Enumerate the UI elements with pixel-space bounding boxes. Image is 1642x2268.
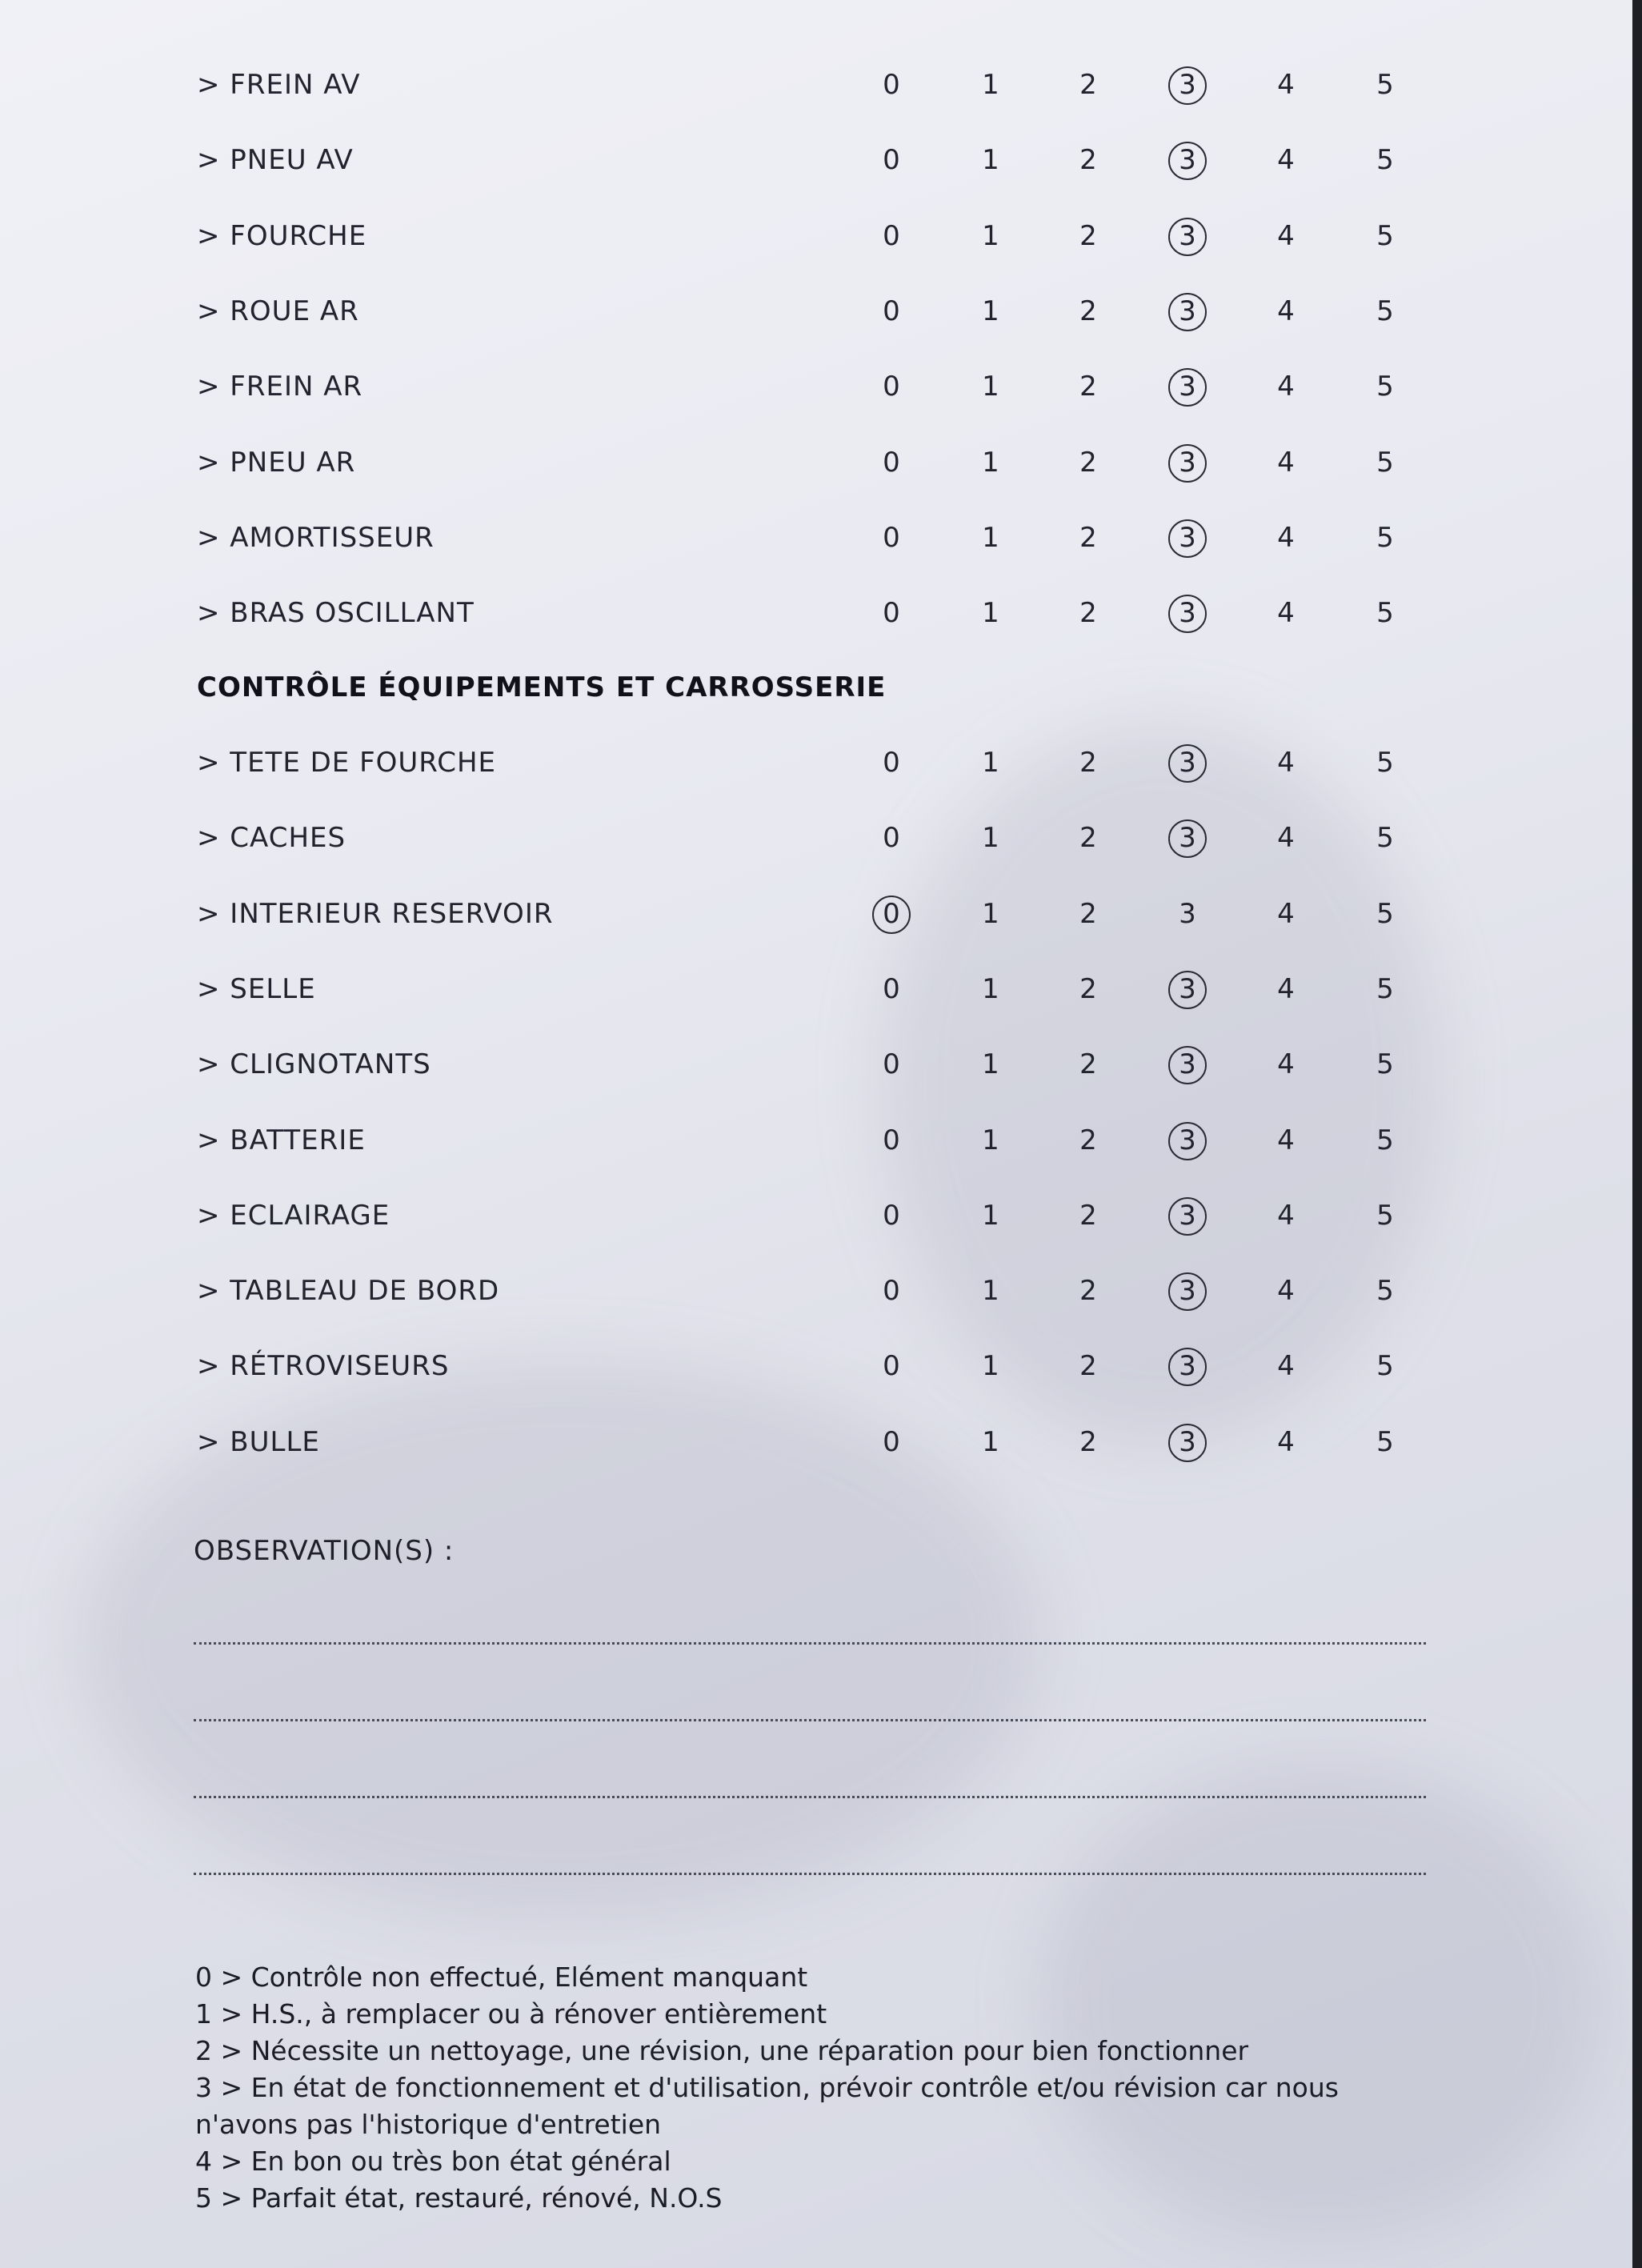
score-option-0[interactable]: 0 xyxy=(883,1350,900,1383)
score-option-3[interactable]: 3 xyxy=(1159,349,1215,424)
score-option-1[interactable]: 1 xyxy=(982,295,999,327)
legend-line: 2 > Nécessite un nettoyage, une révision, une réparation pour bien fonctionner xyxy=(195,2035,1249,2066)
checklist-row xyxy=(0,952,1632,1027)
score-option-0[interactable]: 0 xyxy=(883,822,900,855)
score-option-2[interactable]: 2 xyxy=(1079,1124,1097,1156)
score-option-2[interactable]: 2 xyxy=(1079,69,1097,101)
score-option-2[interactable]: 2 xyxy=(1079,1275,1097,1308)
checklist-row xyxy=(0,198,1632,274)
score-option-5[interactable]: 5 xyxy=(1376,69,1394,101)
score-option-3[interactable]: 3 xyxy=(1159,1404,1215,1480)
score-option-5[interactable]: 5 xyxy=(1376,747,1394,779)
item-label: > ROUE AR xyxy=(197,295,359,327)
score-option-2[interactable]: 2 xyxy=(1079,219,1097,252)
checklist-row xyxy=(0,1178,1632,1253)
score-option-3[interactable]: 3 xyxy=(1159,575,1215,651)
score-option-0[interactable]: 0 xyxy=(883,972,900,1005)
score-option-4[interactable]: 4 xyxy=(1277,219,1295,252)
score-option-5[interactable]: 5 xyxy=(1376,1048,1394,1081)
checklist-row xyxy=(0,876,1632,952)
item-label: > FOURCHE xyxy=(197,219,367,252)
score-option-3[interactable]: 3 xyxy=(1159,47,1215,122)
score-option-5[interactable]: 5 xyxy=(1376,1350,1394,1383)
score-option-0[interactable]: 0 xyxy=(883,1275,900,1308)
score-option-0[interactable]: 0 xyxy=(883,69,900,101)
checklist-row xyxy=(0,349,1632,424)
score-option-1[interactable]: 1 xyxy=(982,822,999,855)
score-option-1[interactable]: 1 xyxy=(982,1425,999,1458)
item-label: > TABLEAU DE BORD xyxy=(197,1275,500,1308)
score-option-4[interactable]: 4 xyxy=(1277,295,1295,327)
score-option-3[interactable]: 3 xyxy=(1159,198,1215,274)
score-option-3[interactable]: 3 xyxy=(1159,1103,1215,1178)
score-option-4[interactable]: 4 xyxy=(1277,144,1295,177)
score-option-3[interactable]: 3 xyxy=(1159,274,1215,349)
score-option-5[interactable]: 5 xyxy=(1376,1124,1394,1156)
score-option-4[interactable]: 4 xyxy=(1277,747,1295,779)
score-option-5[interactable]: 5 xyxy=(1376,1199,1394,1232)
score-option-0[interactable]: 0 xyxy=(883,597,900,630)
score-option-1[interactable]: 1 xyxy=(982,69,999,101)
checklist-row xyxy=(0,1027,1632,1102)
item-label: > CACHES xyxy=(197,822,346,855)
score-option-5[interactable]: 5 xyxy=(1376,521,1394,554)
score-option-1[interactable]: 1 xyxy=(982,1275,999,1308)
score-option-5[interactable]: 5 xyxy=(1376,822,1394,855)
score-option-4[interactable]: 4 xyxy=(1277,521,1295,554)
section-title: CONTRÔLE ÉQUIPEMENTS ET CARROSSERIE xyxy=(197,671,887,703)
score-option-1[interactable]: 1 xyxy=(982,747,999,779)
score-option-2[interactable]: 2 xyxy=(1079,972,1097,1005)
checklist-row xyxy=(0,1103,1632,1178)
observation-line[interactable] xyxy=(194,1642,1426,1645)
score-option-3[interactable]: 3 xyxy=(1159,800,1215,876)
score-option-0[interactable]: 0 xyxy=(883,371,900,403)
item-label: > INTERIEUR RESERVOIR xyxy=(197,897,554,930)
score-option-2[interactable]: 2 xyxy=(1079,1425,1097,1458)
score-option-2[interactable]: 2 xyxy=(1079,521,1097,554)
score-option-3[interactable]: 3 xyxy=(1159,725,1215,800)
checklist-row xyxy=(0,47,1632,122)
checklist-row xyxy=(0,425,1632,500)
score-option-4[interactable]: 4 xyxy=(1277,69,1295,101)
score-option-1[interactable]: 1 xyxy=(982,897,999,930)
score-option-3[interactable]: 3 xyxy=(1159,952,1215,1027)
item-label: > BRAS OSCILLANT xyxy=(197,597,475,630)
legend-line: 3 > En état de fonctionnement et d'utilisation, prévoir contrôle et/ou révision car nous xyxy=(195,2072,1339,2103)
item-label: > BATTERIE xyxy=(197,1124,366,1156)
score-option-1[interactable]: 1 xyxy=(982,521,999,554)
score-option-2[interactable]: 2 xyxy=(1079,597,1097,630)
score-option-0[interactable]: 0 xyxy=(883,446,900,479)
score-option-0[interactable]: 0 xyxy=(883,295,900,327)
rating-legend xyxy=(195,1959,1444,2217)
score-option-2[interactable]: 2 xyxy=(1079,897,1097,930)
legend-line: 5 > Parfait état, restauré, rénové, N.O.S xyxy=(195,2182,723,2214)
score-option-5[interactable]: 5 xyxy=(1376,446,1394,479)
score-option-2[interactable]: 2 xyxy=(1079,1048,1097,1081)
score-option-3[interactable]: 3 xyxy=(1159,500,1215,575)
item-label: > FREIN AV xyxy=(197,69,361,101)
score-option-4[interactable]: 4 xyxy=(1277,1425,1295,1458)
score-option-0[interactable]: 0 xyxy=(883,1425,900,1458)
observation-line[interactable] xyxy=(194,1719,1426,1721)
score-option-5[interactable]: 5 xyxy=(1376,972,1394,1005)
score-option-1[interactable]: 1 xyxy=(982,219,999,252)
score-option-0[interactable]: 0 xyxy=(863,876,919,952)
score-option-2[interactable]: 2 xyxy=(1079,295,1097,327)
legend-line: 4 > En bon ou très bon état général xyxy=(195,2146,671,2177)
score-option-1[interactable]: 1 xyxy=(982,1048,999,1081)
score-option-4[interactable]: 4 xyxy=(1277,597,1295,630)
item-label: > ECLAIRAGE xyxy=(197,1199,390,1232)
score-option-4[interactable]: 4 xyxy=(1277,371,1295,403)
score-option-0[interactable]: 0 xyxy=(883,1124,900,1156)
score-option-3[interactable]: 3 xyxy=(1159,1027,1215,1102)
item-label: > FREIN AR xyxy=(197,371,363,403)
score-option-3[interactable]: 3 xyxy=(1159,1328,1215,1404)
score-option-4[interactable]: 4 xyxy=(1277,446,1295,479)
item-label: > RÉTROVISEURS xyxy=(197,1350,450,1383)
legend-line: 0 > Contrôle non effectué, Elément manquant xyxy=(195,1961,808,1993)
score-option-4[interactable]: 4 xyxy=(1277,1048,1295,1081)
score-option-0[interactable]: 0 xyxy=(883,747,900,779)
item-label: > BULLE xyxy=(197,1425,320,1458)
item-label: > PNEU AV xyxy=(197,144,354,177)
checklist-row xyxy=(0,1253,1632,1328)
score-option-5[interactable]: 5 xyxy=(1376,597,1394,630)
score-option-0[interactable]: 0 xyxy=(883,1199,900,1232)
score-option-4[interactable]: 4 xyxy=(1277,1275,1295,1308)
score-option-3[interactable]: 3 xyxy=(1159,1178,1215,1253)
checklist-row xyxy=(0,1404,1632,1480)
score-option-5[interactable]: 5 xyxy=(1376,1425,1394,1458)
legend-line: 1 > H.S., à remplacer ou à rénover entièrement xyxy=(195,1998,827,2030)
score-option-1[interactable]: 1 xyxy=(982,1350,999,1383)
score-option-3[interactable]: 3 xyxy=(1159,425,1215,500)
score-option-1[interactable]: 1 xyxy=(982,446,999,479)
score-option-1[interactable]: 1 xyxy=(982,371,999,403)
score-option-4[interactable]: 4 xyxy=(1277,897,1295,930)
score-option-2[interactable]: 2 xyxy=(1079,446,1097,479)
score-option-3[interactable]: 3 xyxy=(1159,122,1215,198)
score-option-5[interactable]: 5 xyxy=(1376,371,1394,403)
score-option-4[interactable]: 4 xyxy=(1277,1350,1295,1383)
checklist-row xyxy=(0,274,1632,349)
score-option-1[interactable]: 1 xyxy=(982,144,999,177)
score-option-1[interactable]: 1 xyxy=(982,597,999,630)
item-label: > CLIGNOTANTS xyxy=(197,1048,431,1081)
observation-line[interactable] xyxy=(194,1796,1426,1798)
score-option-0[interactable]: 0 xyxy=(883,219,900,252)
item-label: > PNEU AR xyxy=(197,446,356,479)
score-option-5[interactable]: 5 xyxy=(1376,897,1394,930)
score-option-5[interactable]: 5 xyxy=(1376,219,1394,252)
checklist-row xyxy=(0,122,1632,198)
score-option-4[interactable]: 4 xyxy=(1277,972,1295,1005)
score-option-4[interactable]: 4 xyxy=(1277,1124,1295,1156)
observation-line[interactable] xyxy=(194,1873,1426,1875)
observations-title: OBSERVATION(S) : xyxy=(194,1535,455,1567)
item-label: > AMORTISSEUR xyxy=(197,521,435,554)
score-option-2[interactable]: 2 xyxy=(1079,1350,1097,1383)
score-option-1[interactable]: 1 xyxy=(982,1199,999,1232)
score-option-2[interactable]: 2 xyxy=(1079,747,1097,779)
legend-line: n'avons pas l'historique d'entretien xyxy=(195,2109,662,2140)
score-option-3[interactable]: 3 xyxy=(1179,897,1196,930)
score-option-5[interactable]: 5 xyxy=(1376,1275,1394,1308)
score-option-4[interactable]: 4 xyxy=(1277,822,1295,855)
item-label: > TETE DE FOURCHE xyxy=(197,747,496,779)
checklist-row xyxy=(0,725,1632,800)
score-option-0[interactable]: 0 xyxy=(883,521,900,554)
checklist-row xyxy=(0,1328,1632,1404)
score-option-0[interactable]: 0 xyxy=(883,1048,900,1081)
checklist-row xyxy=(0,575,1632,651)
checklist-row xyxy=(0,800,1632,876)
item-label: > SELLE xyxy=(197,972,316,1005)
score-option-5[interactable]: 5 xyxy=(1376,295,1394,327)
score-option-4[interactable]: 4 xyxy=(1277,1199,1295,1232)
score-option-5[interactable]: 5 xyxy=(1376,144,1394,177)
score-option-2[interactable]: 2 xyxy=(1079,371,1097,403)
score-option-1[interactable]: 1 xyxy=(982,972,999,1005)
score-option-2[interactable]: 2 xyxy=(1079,144,1097,177)
score-option-3[interactable]: 3 xyxy=(1159,1253,1215,1328)
checklist-row xyxy=(0,500,1632,575)
score-option-0[interactable]: 0 xyxy=(883,144,900,177)
score-option-2[interactable]: 2 xyxy=(1079,822,1097,855)
score-option-2[interactable]: 2 xyxy=(1079,1199,1097,1232)
score-option-1[interactable]: 1 xyxy=(982,1124,999,1156)
